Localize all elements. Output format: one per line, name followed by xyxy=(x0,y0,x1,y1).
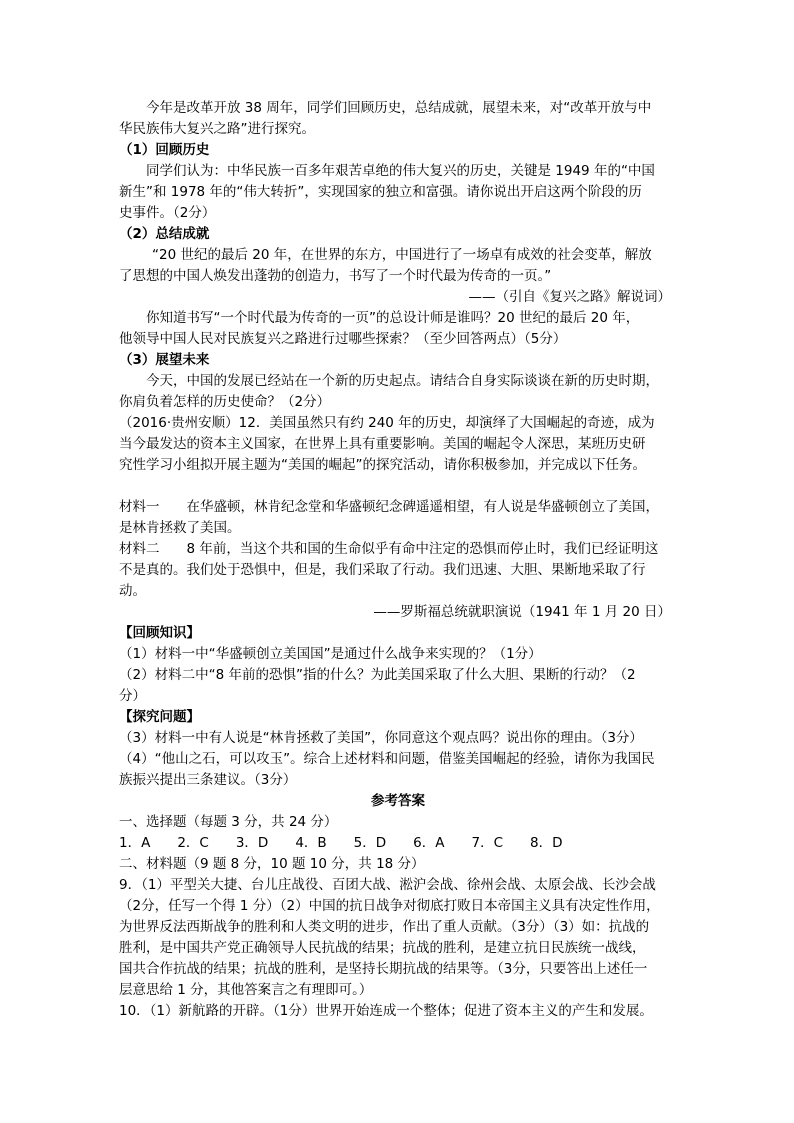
material-one-line: 是林肯拯救了美国。 xyxy=(119,520,241,536)
intro-line: 今年是改革开放 38 周年，同学们回顾历史，总结成就，展望未来，对“改革开放与中 xyxy=(146,100,652,116)
paragraph-line: 新生”和 1978 年的“伟大转折”，实现国家的独立和富强。请你说出开启这两个阶段的历 xyxy=(119,184,642,200)
quote-line: 了思想的中国人焕发出蓬勃的创造力，书写了一个时代最为传奇的一页。” xyxy=(119,268,552,284)
question-line: 族振兴提出三条建议。（3分） xyxy=(119,772,297,788)
paragraph-line: 史事件。（2分） xyxy=(119,205,216,221)
answer-line: 层意思给 1 分，其他答案言之有理即可。） xyxy=(119,982,373,998)
section-heading-knowledge: 【回顾知识】 xyxy=(119,625,200,641)
quote-line: “20 世纪的最后 20 年，在世界的东方，中国进行了一场卓有成效的社会变革，解放 xyxy=(152,247,652,263)
answer-line: 为世界反法西斯战争的胜利和人类文明的进步，作出了重人贡献。（3分）（3）如：抗战的 xyxy=(119,919,650,935)
material-two-line: 动。 xyxy=(119,583,146,599)
section-heading-outlook: （3）展望未来 xyxy=(119,352,210,368)
question-line: （2）材料二中“8 年前的恐惧”指的什么？为此美国采取了什么大胆、果断的行动？（2 xyxy=(119,667,636,683)
question-12-line: （2016·贵州安顺）12．美国虽然只有约 240 年的历史，却演绎了大国崛起的奇迹，成为 xyxy=(119,415,655,431)
paragraph-line: 你知道书写“一个时代最为传奇的一页”的总设计师是谁吗？20 世纪的最后 20 年， xyxy=(146,310,640,326)
answer-line: 二、材料题（9 题 8 分，10 题 10 分，共 18 分） xyxy=(119,856,425,872)
section-heading-review-history: （1）回顾历史 xyxy=(119,142,210,158)
paragraph-line: 今天，中国的发展已经站在一个新的历史起点。请结合自身实际谈谈在新的历史时期， xyxy=(146,373,659,389)
answer-line: 胜利，是中国共产党正确领导人民抗战的结果；抗战的胜利，是建立抗日民族统一战线， xyxy=(119,940,646,956)
document-body xyxy=(119,98,677,1022)
material-two-line: 材料二 8 年前，当这个共和国的生命似乎有命中注定的恐惧而停止时，我们已经证明这 xyxy=(119,541,659,557)
question-line: （3）材料一中有人说是“林肯拯救了美国”，你同意这个观点吗？说出你的理由。（3分） xyxy=(119,730,643,746)
answer-line: 一、选择题（每题 3 分，共 24 分） xyxy=(119,814,338,830)
answers-heading: 参考答案 xyxy=(371,793,425,809)
answer-line: 9．（1）平型关大捷、台儿庄战役、百团大战、淞沪会战、徐州会战、太原会战、长沙会战 xyxy=(119,877,656,893)
material-two-source: ——罗斯福总统就职演说（1941 年 1 月 20 日） xyxy=(373,604,671,620)
question-12-line: 当今最发达的资本主义国家，在世界上具有重要影响。美国的崛起令人深思，某班历史研 xyxy=(119,436,646,452)
question-line: 分） xyxy=(119,688,146,704)
material-one-line: 材料一 在华盛顿，林肯纪念堂和华盛顿纪念碑遥遥相望，有人说是华盛顿创立了美国， xyxy=(119,499,659,515)
paragraph-line: 同学们认为：中华民族一百多年艰苦卓绝的伟大复兴的历史，关键是 1949 年的“中国 xyxy=(146,163,655,179)
question-line: （4）“他山之石，可以攻玉”。综合上述材料和问题，借鉴美国崛起的经验，请你为我国民 xyxy=(119,751,655,767)
question-line: （1）材料一中“华盛顿创立美国国”是通过什么战争来实现的？（1分） xyxy=(119,646,542,662)
answer-line: 1．A 2．C 3．D 4．B 5．D 6．A 7．C 8．D xyxy=(119,835,563,851)
answer-line: （2分，任写一个得 1 分）（2）中国的抗日战争对彻底打败日本帝国主义具有决定性作用， xyxy=(119,898,660,914)
answer-line: 国共合作抗战的结果；抗战的胜利，是坚持长期抗战的结果等。（3分，只要答出上述任一 xyxy=(119,961,648,977)
material-two-line: 不是真的。我们处于恐惧中，但是，我们采取了行动。我们迅速、大胆、果断地采取了行 xyxy=(119,562,646,578)
spacer xyxy=(119,476,677,497)
section-heading-achievements: （2）总结成就 xyxy=(119,226,210,242)
section-heading-explore: 【探究问题】 xyxy=(119,709,200,725)
quote-source: ——（引自《复兴之路》解说词） xyxy=(468,289,671,305)
paragraph-line: 他领导中国人民对民族复兴之路进行过哪些探索？（至少回答两点）（5分） xyxy=(119,331,567,347)
intro-line: 华民族伟大复兴之路”进行探究。 xyxy=(119,121,315,137)
answer-line: 10．（1）新航路的开辟。（1分）世界开始连成一个整体；促进了资本主义的产生和发展。 xyxy=(119,1003,653,1019)
question-12-line: 究性学习小组拟开展主题为“美国的崛起”的探究活动，请你积极参加，并完成以下任务。 xyxy=(119,457,646,473)
paragraph-line: 你肩负着怎样的历史使命？（2分） xyxy=(119,394,331,410)
